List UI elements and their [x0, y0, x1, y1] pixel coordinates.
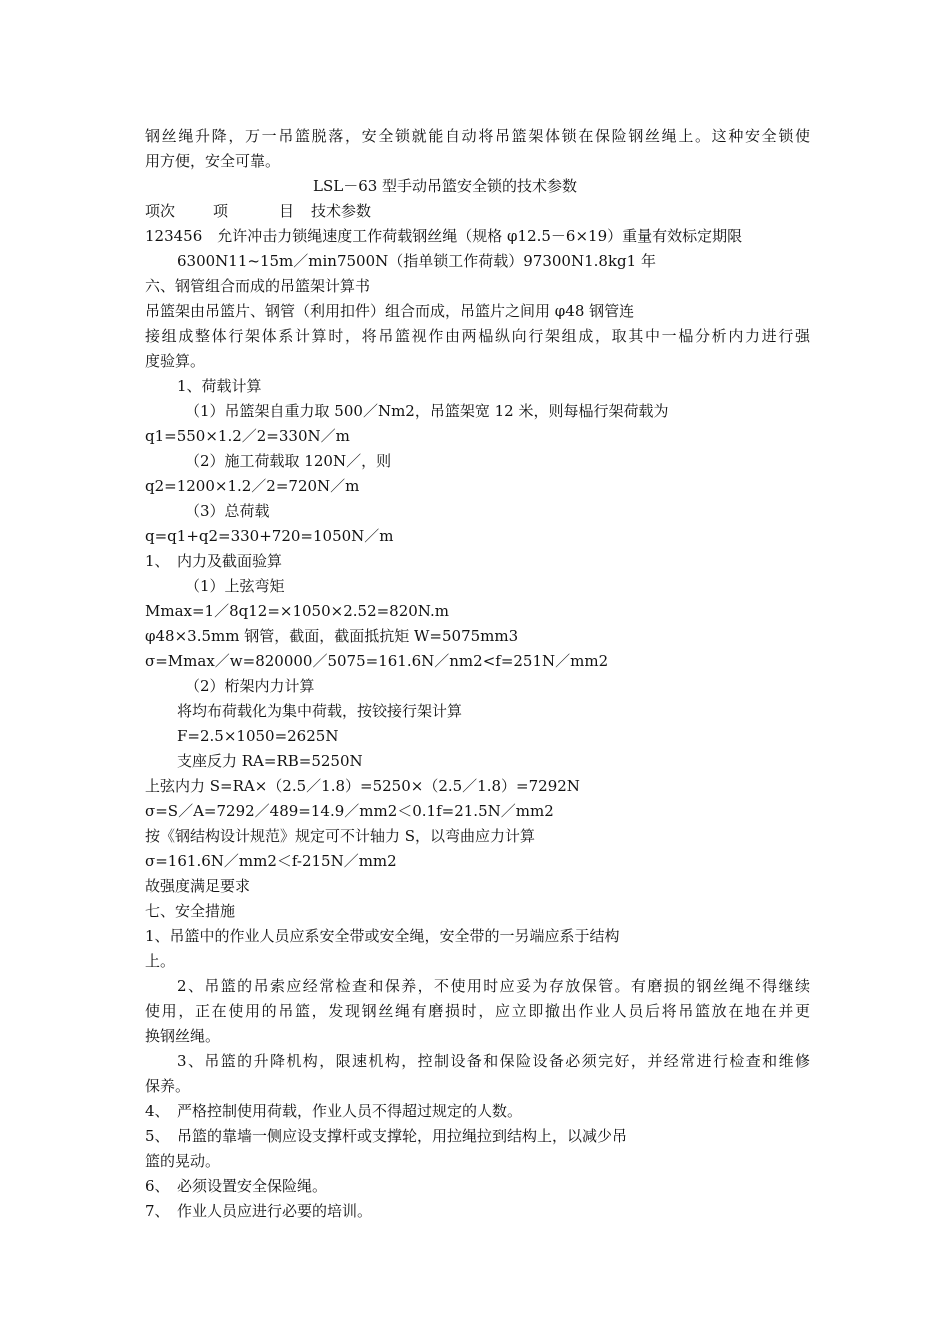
formula-line: σ=S／A=7292／489=14.9／mm2＜0.1f=21.5N／mm2: [145, 802, 554, 820]
formula-line: σ=Mmax／w=820000／5075=161.6N／nm2<f=251N／mm2: [145, 652, 609, 670]
table-header: [145, 199, 810, 224]
list-item: 7、 作业人员应进行必要的培训。: [145, 1202, 373, 1220]
list-item: 1、吊篮中的作业人员应系安全带或安全绳，安全带的一另端应系于结构: [145, 927, 620, 945]
text-line: 用方便，安全可靠。: [145, 152, 281, 170]
list-item: 使用，正在使用的吊篮，发现钢丝绳有磨损时，应立即撤出作业人员后将吊篮放在地在并更: [145, 1002, 810, 1020]
table-header-cell: 技术参数: [311, 202, 372, 220]
list-item: 2、吊篮的吊索应经常检查和保养，不使用时应妥为存放保管。有磨损的钢丝绳不得继续: [177, 977, 810, 995]
formula-line: q2=1200×1.2／2=720N／m: [145, 477, 360, 495]
text-line: 按《钢结构设计规范》规定可不计轴力 S，以弯曲应力计算: [145, 827, 536, 845]
section-heading: 七、安全措施: [145, 902, 236, 920]
table-header-cell: 项次: [145, 202, 176, 220]
list-item: 上。: [145, 952, 176, 970]
text-line: （3）总荷载: [185, 502, 270, 520]
text-line: φ48×3.5mm 钢管，截面，截面抵抗矩 W=5075mm3: [145, 627, 519, 645]
table-row: 123456 允许冲击力锁绳速度工作荷载钢丝绳（规格 φ12.5－6×19）重量有效标定期限: [145, 227, 743, 245]
text-line: （1）吊篮架自重力取 500／Nm2，吊篮架宽 12 米，则每榀行架荷载为: [185, 402, 669, 420]
text-line: 度验算。: [145, 352, 206, 370]
list-item: 篮的晃动。: [145, 1152, 221, 1170]
list-item: 保养。: [145, 1077, 191, 1095]
list-item: 换钢丝绳。: [145, 1027, 221, 1045]
formula-line: F=2.5×1050=2625N: [177, 727, 339, 745]
text-line: 钢丝绳升降，万一吊篮脱落，安全锁就能自动将吊篮架体锁在保险钢丝绳上。这种安全锁使: [145, 127, 810, 145]
table-header-cell: 目: [279, 202, 295, 220]
formula-line: 上弦内力 S=RA×（2.5／1.8）=5250×（2.5／1.8）=7292N: [145, 777, 580, 795]
formula-line: q=q1+q2=330+720=1050N／m: [145, 527, 394, 545]
formula-line: σ=161.6N／mm2＜f-215N／mm2: [145, 852, 397, 870]
text-line: （2）桁架内力计算: [185, 677, 315, 695]
table-header-cell: 项: [213, 202, 229, 220]
text-line: 故强度满足要求: [145, 877, 251, 895]
formula-line: Mmax=1／8q12=×1050×2.52=820N.m: [145, 602, 449, 620]
table-title: LSL－63 型手动吊篮安全锁的技术参数: [313, 177, 578, 195]
formula-line: 支座反力 RA=RB=5250N: [177, 752, 363, 770]
text-line: 吊篮架由吊篮片、钢管（利用扣件）组合而成，吊篮片之间用 φ48 钢管连: [145, 302, 635, 320]
text-line: 接组成整体行架体系计算时，将吊篮视作由两榀纵向行架组成，取其中一榀分析内力进行强: [145, 327, 810, 345]
text-line: 将均布荷载化为集中荷载，按铰接行架计算: [177, 702, 463, 720]
formula-line: q1=550×1.2／2=330N／m: [145, 427, 350, 445]
table-row: 6300N11~15m／min7500N（指单锁工作荷载）97300N1.8kg1 年: [177, 252, 656, 270]
text-line: （2）施工荷载取 120N／，则: [185, 452, 392, 470]
text-line: （1）上弦弯矩: [185, 577, 285, 595]
list-item: 6、 必须设置安全保险绳。: [145, 1177, 328, 1195]
document-page: [145, 124, 810, 1224]
list-item: 4、 严格控制使用荷载，作业人员不得超过规定的人数。: [145, 1102, 523, 1120]
list-item: 5、 吊篮的靠墙一侧应设支撑杆或支撑轮，用拉绳拉到结构上，以减少吊: [145, 1127, 628, 1145]
subheading: 1、 内力及截面验算: [145, 552, 283, 570]
list-item: 3、吊篮的升降机构，限速机构，控制设备和保险设备必须完好，并经常进行检查和维修: [177, 1052, 810, 1070]
subheading: 1、荷载计算: [177, 377, 262, 395]
section-heading: 六、钢管组合而成的吊篮架计算书: [145, 277, 371, 295]
